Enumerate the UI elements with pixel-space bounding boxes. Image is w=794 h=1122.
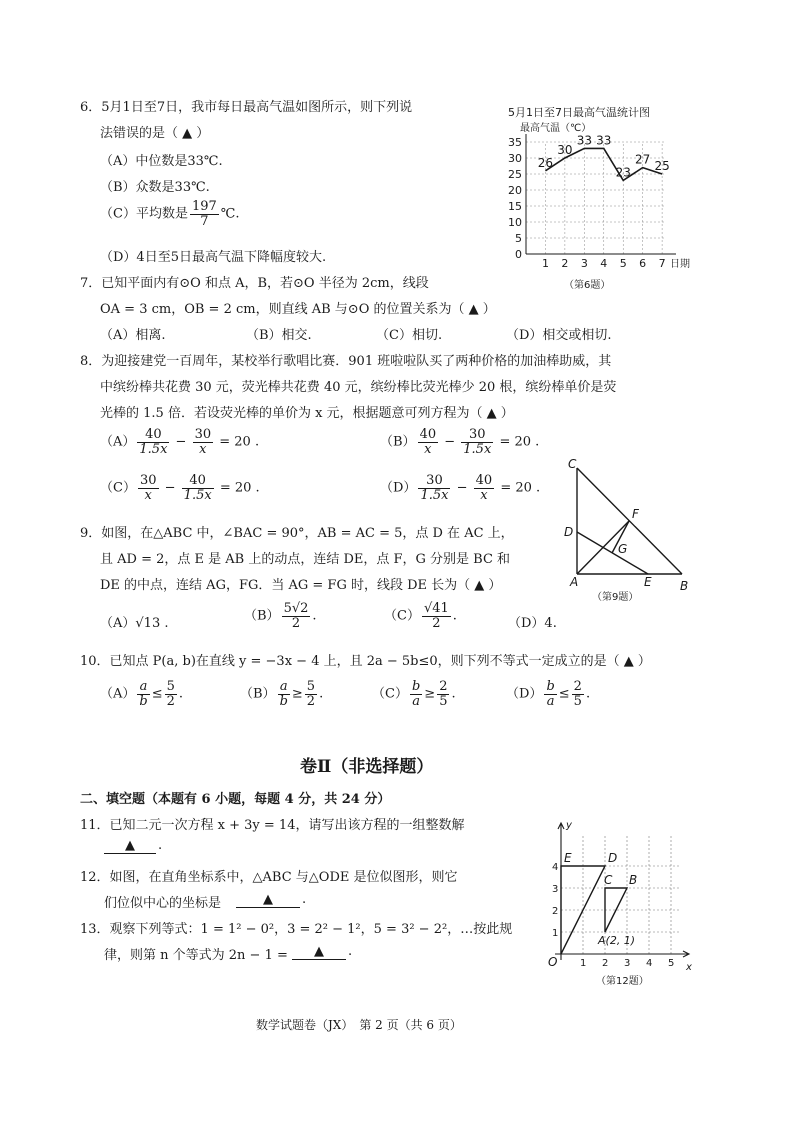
q10-stem: 10．已知点 P(a, b)在直线 y = −3x − 4 上，且 2a − 5b≤0，则下列不等式一定成立的是（ ▲ ）	[80, 654, 651, 669]
q9-caption: （第9题）	[592, 592, 639, 603]
section2-header: 二、填空题（本题有 6 小题，每题 4 分，共 24 分）	[80, 792, 391, 807]
q12-xtick-1: 1	[580, 958, 587, 969]
q6-option-c-num: 197	[191, 199, 217, 214]
q12-xtick-3: 3	[624, 958, 631, 969]
chart6-caption: （第6题）	[564, 280, 611, 291]
chart6-ytick-label: 10	[508, 216, 522, 229]
q12-ytick-1: 1	[552, 928, 559, 939]
q9-option-c: （C） $\frac{√41}{2}$ .	[384, 601, 457, 631]
q10-b-rel: ≥	[291, 686, 303, 702]
q6-option-c-den: 7	[200, 213, 209, 229]
q8-option-a: （A） $\frac{40}{1.5x}$ − $\frac{30}{x}$ = 20 .	[100, 427, 260, 457]
chart6-xtick-label: 7	[658, 257, 666, 270]
q8-b-num2: 30	[461, 428, 493, 443]
q8-c-den1: x	[144, 487, 152, 503]
q10-b-label: （B）	[240, 686, 276, 702]
q10-c-label: （C）	[372, 686, 408, 702]
q12-answer-blank	[236, 892, 300, 908]
q8-a-den1: 1.5x	[139, 441, 168, 457]
chart6-ytick-label: 30	[508, 152, 522, 165]
chart6-xtick-label: 3	[580, 257, 588, 270]
q6-stem-line2: 法错误的是（ ▲ ）	[100, 126, 210, 141]
q6-stem-line1: 6．5月1日至7日，我市每日最高气温如图所示，则下列说	[80, 100, 413, 115]
chart6-xtick-label: 1	[541, 257, 549, 270]
q8-stem-line1: 8．为迎接建党一百周年，某校举行歌唱比赛．901 班啦啦队买了两种价格的加油棒助威，其	[80, 354, 612, 369]
q6-option-a: （A）中位数是33℃.	[100, 154, 223, 169]
q8-option-c-label: （C）	[100, 480, 136, 496]
q11-answer-blank	[104, 838, 156, 854]
q10-b-rn: 5	[306, 679, 316, 694]
q11-stem: 11．已知二元一次方程 x + 3y = 14，请写出该方程的一组整数解	[80, 818, 465, 833]
chart6-ytick-label: 0	[515, 248, 522, 261]
q12-ytick-3: 3	[552, 884, 559, 895]
q8-d-eq: = 20 .	[500, 480, 541, 496]
chart6-data-label: 30	[557, 143, 573, 157]
q7-stem-line2: OA = 3 cm，OB = 2 cm，则直线 AB 与⊙O 的位置关系为（ ▲ ）	[100, 302, 496, 317]
q12-triangle-abc	[605, 888, 627, 932]
q9-stem-line2: 且 AD = 2，点 E 是 AB 上的动点，连结 DE，点 F，G 分别是 BC 和	[100, 552, 511, 567]
q8-option-a-label: （A）	[100, 434, 136, 450]
q8-a-num2: 30	[194, 427, 212, 442]
q10-a-d: b	[139, 693, 148, 709]
q10-c-rn: 2	[439, 679, 448, 694]
q11-period: .	[158, 838, 163, 853]
q10-b-rd: 2	[306, 693, 316, 709]
chart6-data-label: 33	[596, 133, 612, 148]
q13-stem-line1: 13．观察下列等式：1 = 1² − 0²，3 = 2² − 1²，5 = 3² − 2²，…按此规	[80, 922, 513, 937]
q8-a-eq: = 20 .	[219, 434, 260, 450]
chart6-svg	[500, 132, 700, 278]
q8-d-den1: 1.5x	[420, 487, 449, 503]
q8-option-c: （C） $\frac{30}{x}$ − $\frac{40}{1.5x}$ = 20 .	[100, 473, 260, 503]
q10-d-n: b	[546, 679, 555, 694]
chart6-ylabel: 最高气温（℃）	[520, 123, 592, 134]
q8-b-num1: 40	[419, 427, 437, 442]
q9-option-b-label: （B）	[244, 608, 280, 624]
q13-period: .	[348, 944, 353, 959]
q10-a-n: a	[137, 680, 149, 695]
q6-option-c-prefix: （C）平均数是	[100, 206, 188, 222]
q8-b-eq: = 20 .	[499, 434, 540, 450]
q10-d-label: （D）	[506, 686, 543, 702]
q12-period: .	[302, 892, 307, 907]
q12-ytick-4: 4	[552, 862, 559, 873]
q9-label-d: D	[564, 525, 574, 539]
q7-option-b: （B）相交.	[246, 328, 312, 343]
chart6-data-label: 26	[537, 155, 554, 170]
q13-answer-blank	[292, 944, 346, 960]
q9-option-a: （A）√13 .	[100, 616, 169, 631]
q8-stem-line3: 光棒的 1.5 倍．若设荧光棒的单价为 x 元，根据题意可列方程为（ ▲ ）	[100, 406, 514, 421]
q8-b-den2: 1.5x	[463, 441, 492, 457]
q12-caption: （第12题）	[596, 976, 649, 987]
q8-option-b-label: （B）	[380, 434, 416, 450]
q12-stem-line2: 们位似中心的坐标是	[104, 896, 222, 911]
q12-xtick-2: 2	[602, 958, 609, 969]
q9-label-b: B	[680, 579, 689, 593]
q12-label-e: E	[564, 851, 572, 865]
q9-option-b-num: 5√2	[283, 601, 309, 616]
q9-option-b-den: 2	[291, 615, 301, 631]
q8-c-den2: 1.5x	[183, 487, 212, 503]
q8-b-den1: x	[424, 441, 432, 457]
q9-stem-line3: DE 的中点，连结 AG，FG．当 AG = FG 时，线段 DE 长为（ ▲ ）	[100, 578, 502, 593]
q8-a-num1: 40	[137, 428, 169, 443]
chart6-ytick-label: 25	[508, 168, 522, 181]
q10-option-b: （B） $\frac{a}{b}$ ≥ $\frac{5}{2}$ .	[240, 679, 324, 709]
chart6-ytick-label: 5	[515, 232, 522, 245]
q9-stem-line1: 9．如图，在△ABC 中，∠BAC = 90°，AB = AC = 5，点 D 在 AC 上，	[80, 526, 514, 541]
q9-option-c-label: （C）	[384, 608, 420, 624]
q13-blank-mark: ▲	[314, 944, 324, 959]
q6-option-c-fraction	[190, 200, 219, 228]
q10-d-rel: ≤	[558, 686, 570, 702]
q9-label-e: E	[644, 575, 652, 589]
q10-option-c: （C） $\frac{b}{a}$ ≥ $\frac{2}{5}$ .	[372, 679, 456, 709]
q12-stem-line1: 12．如图，在直角坐标系中，△ABC 与△ODE 是位似图形，则它	[80, 870, 458, 885]
q6-option-c	[100, 200, 239, 228]
q8-d-num1: 30	[418, 474, 450, 489]
q10-a-rel: ≤	[151, 686, 163, 702]
chart6-ytick-label: 35	[508, 136, 522, 149]
q9-label-g: G	[618, 542, 628, 556]
chart6-xtick-label: 4	[600, 257, 608, 270]
q6-option-b: （B）众数是33℃.	[100, 180, 210, 195]
chart6-xtick-label: 5	[619, 257, 627, 270]
q10-b-n: a	[278, 680, 290, 695]
q7-option-c: （C）相切.	[376, 328, 443, 343]
chart6-title: 5月1日至7日最高气温统计图	[508, 106, 650, 119]
q9-label-a: A	[570, 575, 579, 589]
q7-option-d: （D）相交或相切.	[506, 328, 612, 343]
q12-label-d: D	[608, 851, 618, 865]
chart6-xtick-label: 6	[639, 257, 647, 270]
q10-d-rn: 2	[573, 679, 582, 694]
chart6-data-label: 27	[635, 152, 651, 167]
q8-a-den2: x	[199, 441, 207, 457]
q12-label-x: x	[686, 962, 692, 973]
q12-blank-mark: ▲	[263, 892, 273, 907]
q10-b-d: b	[279, 693, 288, 709]
q10-a-rn: 5	[166, 679, 175, 694]
q10-c-n: b	[411, 679, 421, 694]
q12-label-y: y	[566, 820, 572, 831]
q12-ytick-2: 2	[552, 906, 559, 917]
section2-title: 卷Ⅱ（非选择题）	[300, 757, 434, 777]
page-footer: 数学试题卷（JX） 第 2 页（共 6 页）	[256, 1018, 462, 1032]
q10-a-label: （A）	[100, 686, 136, 702]
chart6-ytick-label: 20	[508, 184, 522, 197]
q12-figure	[540, 812, 700, 1002]
q12-xtick-4: 4	[646, 958, 653, 969]
q9-option-b: （B） $\frac{5√2}{2}$ .	[244, 601, 317, 631]
q6-option-c-suffix: ℃.	[220, 206, 240, 222]
q12-label-o: O	[548, 955, 558, 969]
q9-option-c-den: 2	[432, 615, 441, 631]
q8-d-den2: x	[480, 487, 488, 503]
q10-d-rd: 5	[573, 693, 582, 709]
q12-label-c: C	[604, 873, 613, 887]
q8-c-eq: = 20 .	[219, 480, 260, 496]
q10-c-d: a	[412, 693, 420, 709]
q12-label-b: B	[629, 873, 638, 887]
q9-option-c-num: √41	[423, 601, 449, 616]
q7-option-a: （A）相离.	[100, 328, 166, 343]
q8-option-b: （B） $\frac{40}{x}$ − $\frac{30}{1.5x}$ = 20 .	[380, 427, 540, 457]
q11-blank-mark: ▲	[125, 838, 135, 853]
chart6-data-label: 23	[615, 165, 631, 180]
q12-xtick-5: 5	[668, 958, 675, 969]
q8-option-d-label: （D）	[380, 480, 417, 496]
q12-label-a: A(2, 1)	[598, 934, 636, 947]
chart6-xtick-label: 2	[561, 257, 569, 270]
q13-stem-line2: 律，则第 n 个等式为 2n − 1 =	[104, 948, 288, 963]
q10-a-rd: 2	[166, 693, 175, 709]
q10-option-d: （D） $\frac{b}{a}$ ≤ $\frac{2}{5}$ .	[506, 679, 591, 709]
q8-option-d: （D） $\frac{30}{1.5x}$ − $\frac{40}{x}$ = 20 .	[380, 473, 541, 503]
q8-c-num1: 30	[139, 473, 157, 488]
q7-stem-line1: 7．已知平面内有⊙O 和点 A，B，若⊙O 半径为 2cm，线段	[80, 276, 429, 291]
q10-c-rel: ≥	[424, 686, 436, 702]
q9-option-d: （D）4.	[508, 616, 557, 631]
chart6-data-label: 25	[654, 159, 670, 173]
q10-option-a: （A） $\frac{a}{b}$ ≤ $\frac{5}{2}$ .	[100, 679, 184, 709]
q10-d-d: a	[546, 693, 555, 709]
q8-stem-line2: 中缤纷棒共花费 30 元，荧光棒共花费 40 元，缤纷棒比荧光棒少 20 根，缤纷棒单价是荧	[100, 380, 617, 395]
q8-d-num2: 40	[475, 473, 493, 488]
q8-c-num2: 40	[182, 474, 214, 489]
chart6-xlabel: 日期	[670, 259, 690, 270]
chart6-data-label: 33	[576, 133, 592, 148]
q6-option-d: （D）4日至5日最高气温下降幅度较大.	[100, 250, 327, 265]
q9-figure	[560, 456, 700, 606]
chart6-ytick-label: 15	[508, 200, 522, 213]
q9-label-f: F	[632, 507, 639, 521]
q9-label-c: C	[568, 457, 577, 471]
q10-c-rd: 5	[439, 693, 448, 709]
